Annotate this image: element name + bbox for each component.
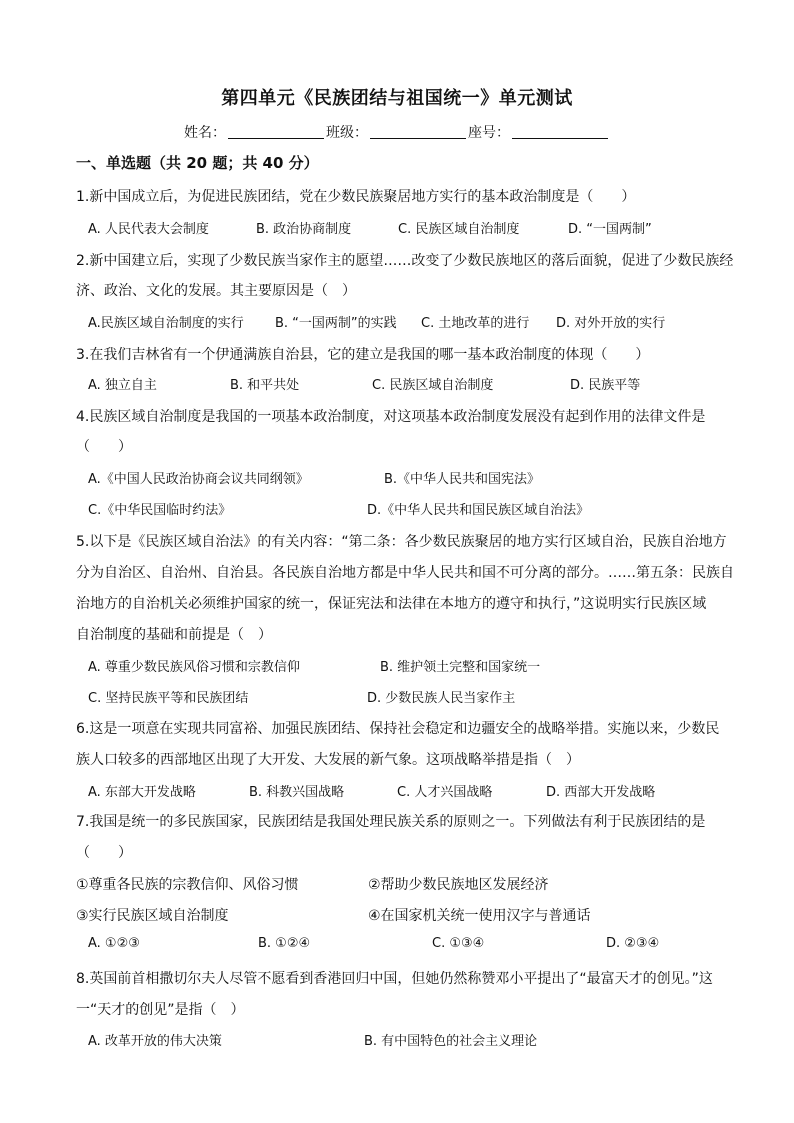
q6-option-a: A. 东部大开发战略: [88, 785, 196, 800]
q4-option-c: C.《中华民国临时约法》: [88, 503, 232, 518]
q2-option-a: A.民族区域自治制度的实行: [88, 316, 244, 331]
q7-item-3: ③实行民族区域自治制度: [76, 908, 229, 924]
q3-option-d: D. 民族平等: [570, 378, 641, 393]
question-8-stem-2: 一“天才的创见”是指（ ）: [76, 1002, 245, 1018]
page-title: 第四单元《民族团结与祖国统一》单元测试: [221, 88, 573, 109]
q1-option-c: C. 民族区域自治制度: [398, 222, 520, 237]
q3-option-c: C. 民族区域自治制度: [372, 378, 494, 393]
q4-option-a: A.《中国人民政治协商会议共同纲领》: [88, 472, 309, 487]
question-4-stem-1: 4.民族区域自治制度是我国的一项基本政治制度，对这项基本政治制度发展没有起到作用的法律文件是: [76, 409, 706, 425]
q5-option-a: A. 尊重少数民族风俗习惯和宗教信仰: [88, 660, 300, 675]
q1-option-a: A. 人民代表大会制度: [88, 222, 209, 237]
q2-option-b: B. “一国两制”的实践: [275, 316, 397, 331]
section-heading: 一、单选题（共 20 题；共 40 分）: [76, 154, 319, 172]
question-2-stem-1: 2.新中国建立后，实现了少数民族当家作主的愿望……改变了少数民族地区的落后面貌，促进了少数民族经: [76, 253, 734, 269]
question-1-stem: 1.新中国成立后，为促进民族团结，党在少数民族聚居地方实行的基本政治制度是（ ）: [76, 189, 636, 205]
q8-option-a: A. 改革开放的伟大决策: [88, 1034, 222, 1049]
question-8-stem-1: 8.英国前首相撒切尔夫人尽管不愿看到香港回归中国，但她仍然称赞邓小平提出了“最富天才的创见。”这: [76, 971, 713, 987]
question-4-stem-2: （ ）: [76, 439, 132, 455]
question-7-stem-2: （ ）: [76, 845, 132, 861]
class-label: 班级：: [326, 125, 368, 141]
q7-item-1: ①尊重各民族的宗教信仰、风俗习惯: [76, 877, 299, 893]
q8-option-b: B. 有中国特色的社会主义理论: [364, 1034, 538, 1049]
question-6-stem-1: 6.这是一项意在实现共同富裕、加强民族团结、保持社会稳定和边疆安全的战略举措。实施以来，少数民: [76, 721, 720, 737]
question-5-stem-3: 治地方的自治机关必须维护国家的统一，保证宪法和法律在本地方的遵守和执行，”这说明实行民族区域: [76, 596, 707, 612]
question-5-stem-4: 自治制度的基础和前提是（ ）: [76, 627, 272, 643]
q1-option-d: D. “一国两制”: [568, 222, 652, 237]
class-blank[interactable]: [370, 124, 466, 139]
q6-option-c: C. 人才兴国战略: [397, 785, 493, 800]
q4-option-b: B.《中华人民共和国宪法》: [384, 472, 541, 487]
student-info-line: [0, 122, 794, 142]
q5-option-b: B. 维护领土完整和国家统一: [380, 660, 541, 675]
q5-option-d: D. 少数民族人民当家作主: [367, 691, 516, 706]
q1-option-b: B. 政治协商制度: [256, 222, 352, 237]
q7-option-a: A. ①②③: [88, 936, 140, 951]
question-5-stem-1: 5.以下是《民族区域自治法》的有关内容：“第二条：各少数民族聚居的地方实行区域自治，民族自治地方: [76, 534, 727, 550]
question-2-stem-2: 济、政治、文化的发展。其主要原因是（ ）: [76, 283, 356, 299]
q7-option-d: D. ②③④: [606, 936, 660, 951]
q6-option-d: D. 西部大开发战略: [546, 785, 656, 800]
seat-blank[interactable]: [512, 124, 608, 139]
name-label: 姓名：: [184, 125, 226, 141]
q3-option-a: A. 独立自主: [88, 378, 157, 393]
question-6-stem-2: 族人口较多的西部地区出现了大开发、大发展的新气象。这项战略举措是指（ ）: [76, 752, 580, 768]
q2-option-d: D. 对外开放的实行: [556, 316, 666, 331]
q7-option-b: B. ①②④: [258, 936, 311, 951]
q5-option-c: C. 坚持民族平等和民族团结: [88, 691, 249, 706]
seat-label: 座号：: [468, 125, 510, 141]
q2-option-c: C. 土地改革的进行: [421, 316, 530, 331]
q6-option-b: B. 科教兴国战略: [249, 785, 345, 800]
q3-option-b: B. 和平共处: [230, 378, 300, 393]
q4-option-d: D.《中华人民共和国民族区域自治法》: [367, 503, 590, 518]
name-blank[interactable]: [228, 124, 324, 139]
question-7-stem-1: 7.我国是统一的多民族国家，民族团结是我国处理民族关系的原则之一。下列做法有利于民族团结的是: [76, 814, 706, 830]
q7-option-c: C. ①③④: [432, 936, 485, 951]
question-3-stem: 3.在我们吉林省有一个伊通满族自治县，它的建立是我国的哪一基本政治制度的体现（ ）: [76, 347, 650, 363]
q7-item-4: ④在国家机关统一使用汉字与普通话: [368, 908, 591, 924]
question-5-stem-2: 分为自治区、自治州、自治县。各民族自治地方都是中华人民共和国不可分离的部分。……第五条：民族自: [76, 565, 734, 581]
q7-item-2: ②帮助少数民族地区发展经济: [368, 877, 549, 893]
